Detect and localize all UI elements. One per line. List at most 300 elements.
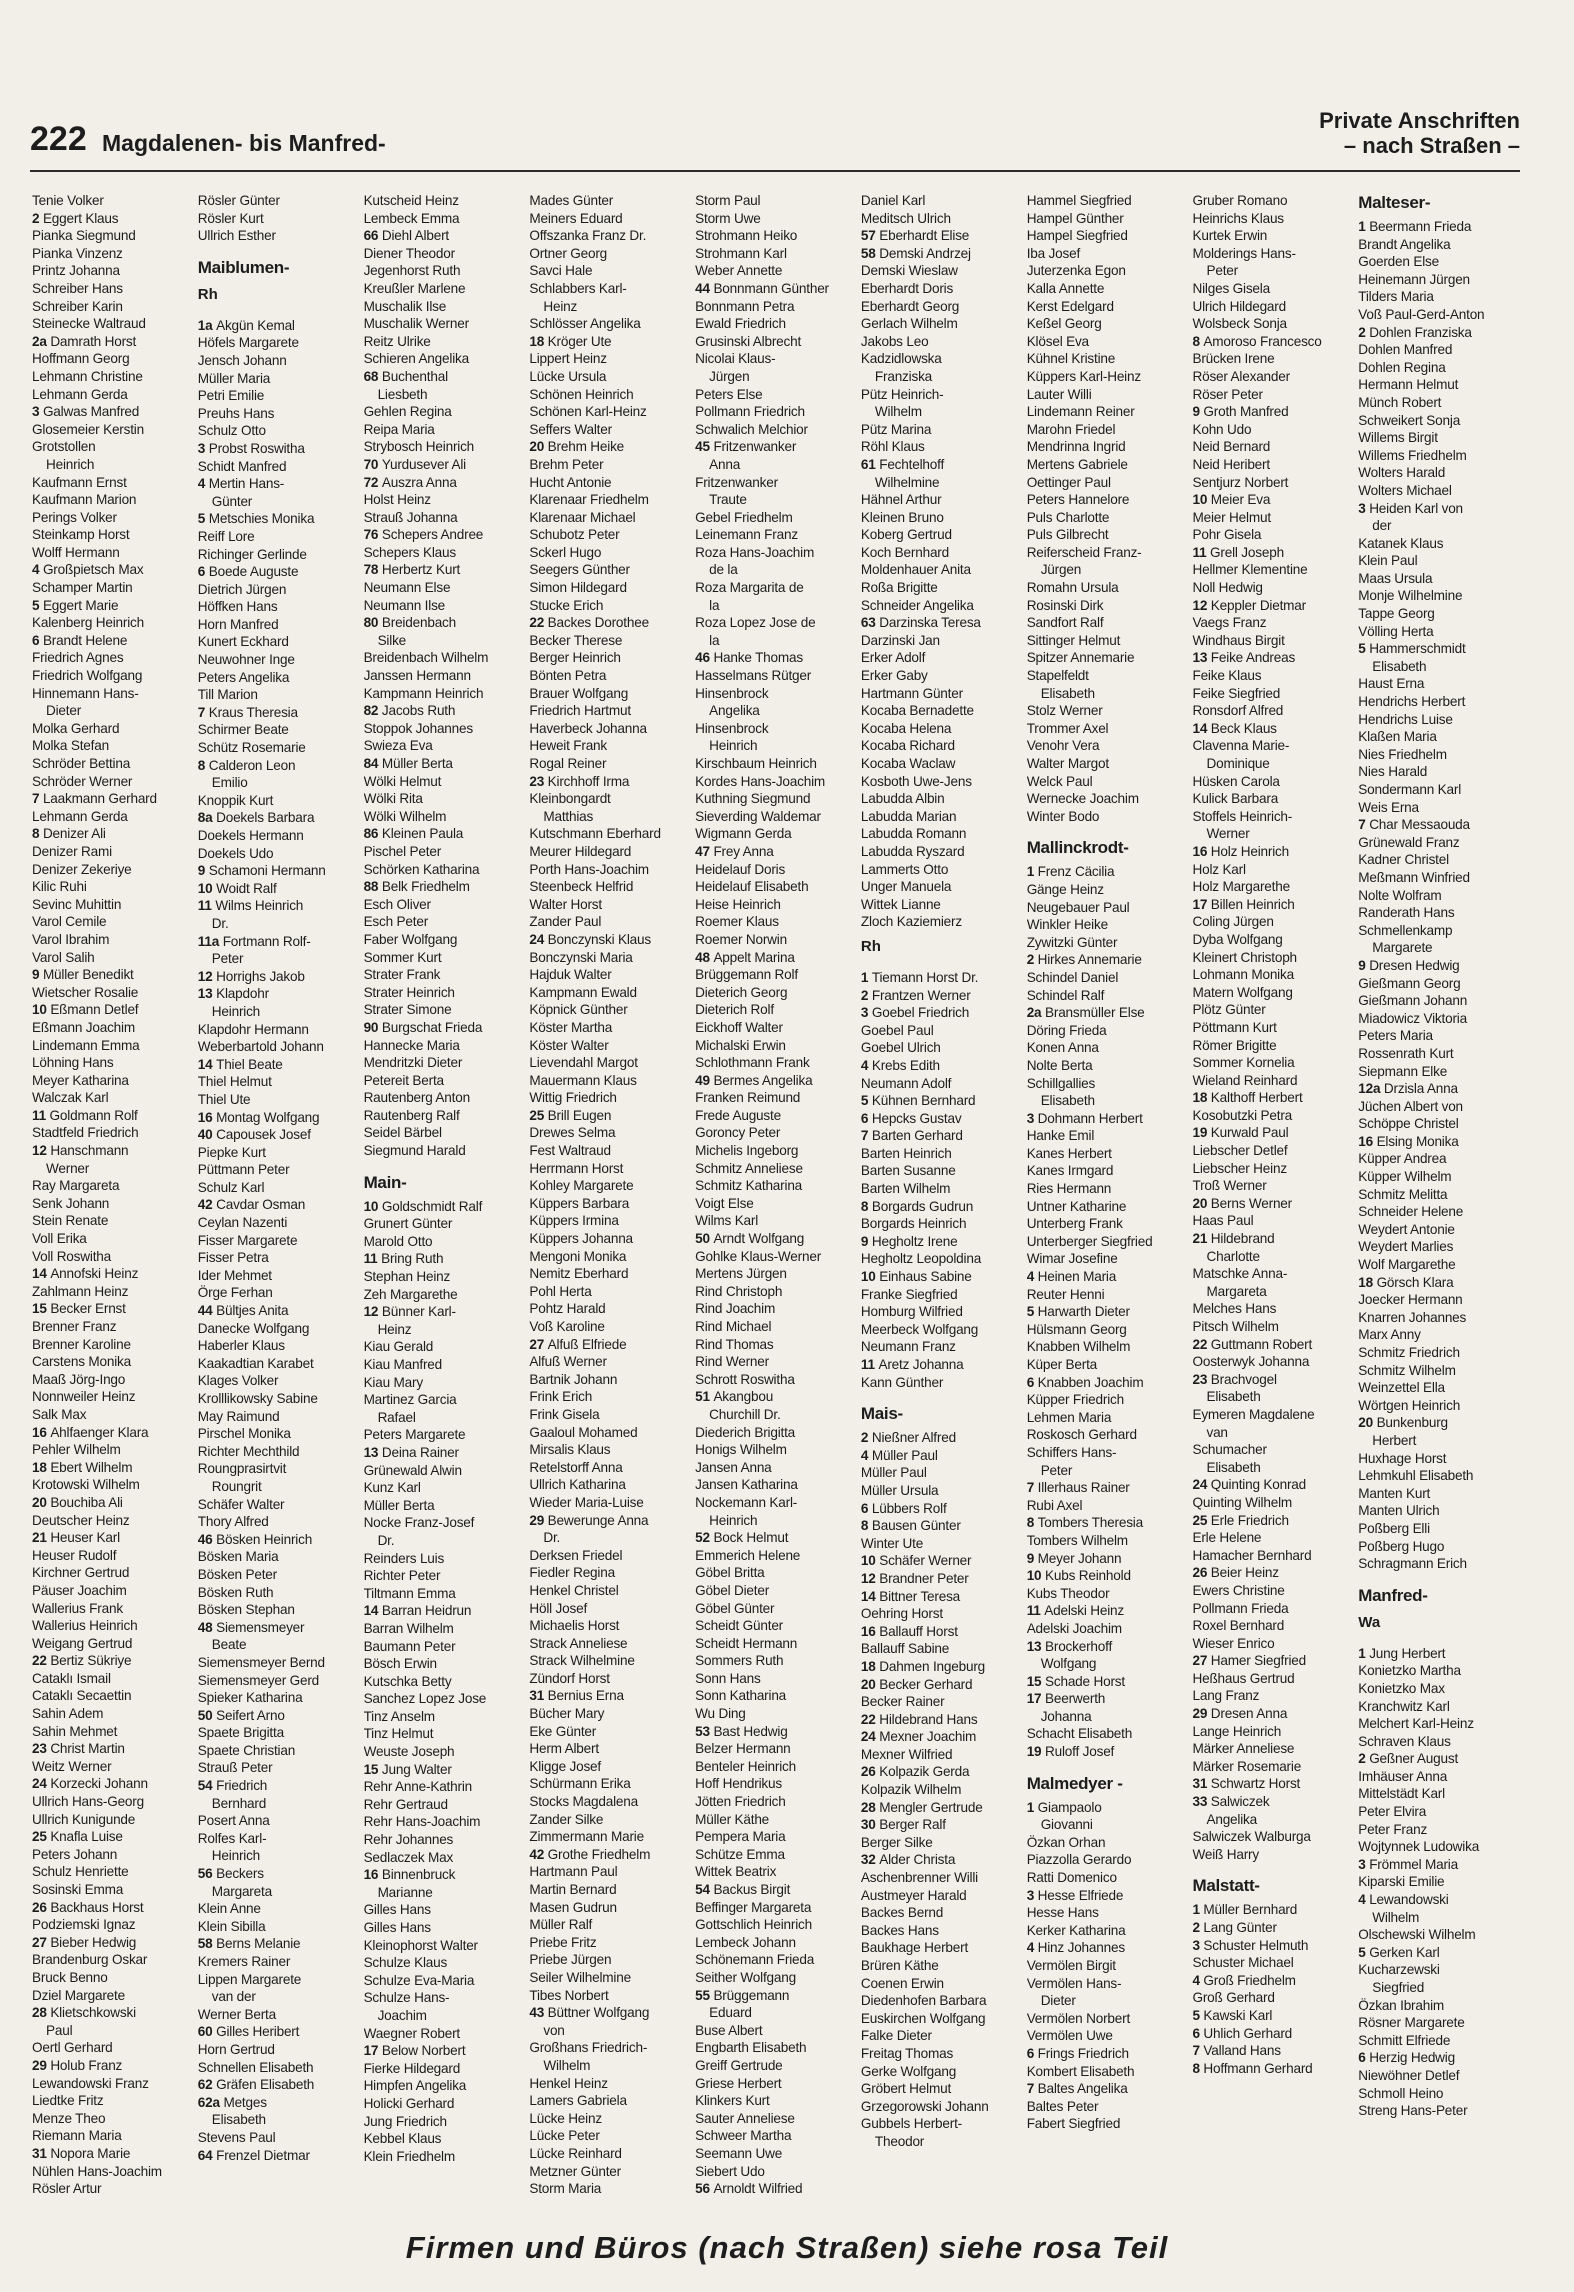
resident-entry: Steinecke Waltraud	[32, 316, 146, 332]
resident-entry: Simon Hildegard	[529, 580, 627, 596]
resident-entry: Hellmer Klementine	[1192, 562, 1308, 578]
resident-entry: Weinzettel Ella	[1358, 1380, 1445, 1396]
resident-entry: Mauermann Klaus	[529, 1072, 637, 1088]
resident-entry: 3 Heiden Karl von	[1358, 500, 1463, 516]
resident-entry: Monje Wilhelmine	[1358, 588, 1463, 604]
resident-entry: Reiferscheid Franz-	[1026, 544, 1142, 560]
resident-entry: Streng Hans-Peter	[1358, 2103, 1468, 2119]
resident-entry: Gruber Romano	[1192, 193, 1288, 208]
resident-entry: Weber Annette	[695, 263, 783, 279]
resident-entry: Poßberg Elli	[1358, 1520, 1430, 1536]
resident-entry: Carstens Monika	[32, 1354, 131, 1370]
resident-entry: Haverbeck Johanna	[529, 720, 647, 736]
resident-entry: Kosboth Uwe-Jens	[860, 773, 972, 789]
resident-entry: Steenbeck Helfrid	[529, 879, 634, 895]
resident-entry: Herm Albert	[529, 1741, 599, 1757]
resident-entry: Engbarth Elisabeth	[695, 2040, 807, 2056]
resident-entry: 46 Hanke Thomas	[695, 650, 803, 666]
resident-entry: Örge Ferhan	[197, 1285, 273, 1301]
resident-entry: Peters Angelika	[197, 669, 290, 685]
resident-entry: Schröder Bettina	[32, 756, 131, 771]
resident-entry: Troß Werner	[1192, 1178, 1267, 1194]
resident-entry: Grünewald Alwin	[363, 1462, 462, 1478]
resident-entry: Dieter	[46, 703, 82, 719]
resident-entry: Kebbel Klaus	[363, 2131, 442, 2147]
resident-entry: Lücke Reinhard	[529, 2145, 622, 2161]
resident-entry: Niewöhner Detlef	[1358, 2067, 1460, 2083]
resident-entry: van der	[211, 1989, 256, 2005]
resident-entry: Bonczynski Maria	[529, 949, 633, 965]
directory-column	[1192, 192, 1358, 2202]
resident-entry: Werner Berta	[197, 2006, 276, 2022]
resident-entry: Kirschbaum Heinrich	[695, 756, 817, 771]
resident-entry: 27 Bieber Hedwig	[32, 1934, 137, 1950]
resident-entry: Sonn Hans	[695, 1670, 761, 1686]
directory-column	[529, 192, 695, 2202]
resident-entry: Rubi Axel	[1026, 1497, 1083, 1513]
resident-entry: Diener Theodor	[363, 245, 455, 261]
resident-entry: Romahn Ursula	[1026, 580, 1119, 596]
resident-entry: 14 Barran Heidrun	[363, 1603, 472, 1619]
resident-entry: Weiß Harry	[1192, 1846, 1259, 1862]
resident-entry: 8 Amoroso Francesco	[1192, 333, 1322, 349]
resident-entry: 13 Deina Rainer	[363, 1444, 459, 1460]
page-number: 222	[30, 120, 87, 158]
resident-entry: Haberler Klaus	[197, 1338, 285, 1354]
resident-entry: Kucharzewski	[1358, 1962, 1440, 1978]
resident-entry: Schönen Heinrich	[529, 386, 634, 402]
resident-entry: Becker Rainer	[860, 1694, 945, 1710]
resident-entry: 76 Schepers Andree	[363, 527, 484, 543]
street-heading: Manfred-	[1358, 1585, 1428, 1605]
resident-entry: 11 Adelski Heinz	[1026, 1603, 1124, 1619]
resident-entry: Lohmann Monika	[1192, 967, 1294, 983]
resident-entry: Mertens Jürgen	[695, 1266, 787, 1282]
resident-entry: 29 Bewerunge Anna	[529, 1512, 649, 1528]
resident-entry: la	[709, 632, 720, 648]
resident-entry: Spaete Brigitta	[197, 1725, 284, 1741]
resident-entry: Siepmann Elke	[1358, 1063, 1448, 1079]
resident-entry: Marold Otto	[363, 1233, 433, 1249]
resident-entry: Sentjurz Norbert	[1192, 474, 1289, 490]
resident-entry: Zahlmann Heinz	[32, 1283, 129, 1299]
resident-entry: Jüchen Albert von	[1358, 1098, 1463, 1114]
resident-entry: Faber Wolfgang	[363, 931, 458, 947]
resident-entry: Hoff Hendrikus	[695, 1776, 782, 1792]
resident-entry: Darzinski Jan	[860, 632, 940, 648]
resident-entry: Bösch Erwin	[363, 1656, 437, 1672]
resident-entry: Schiffers Hans-	[1026, 1444, 1117, 1460]
resident-entry: Kadzidlowska	[860, 351, 942, 367]
resident-entry: 51 Akangbou	[695, 1389, 774, 1405]
resident-entry: 22 Hildebrand Hans	[860, 1711, 978, 1727]
resident-entry: Homburg Wilfried	[860, 1304, 963, 1320]
resident-entry: Peter	[1206, 263, 1238, 279]
resident-entry: Holst Heinz	[363, 492, 431, 508]
resident-entry: Rind Michael	[695, 1319, 772, 1334]
resident-entry: Clavenna Marie-	[1192, 738, 1290, 754]
resident-entry: Müller Ralf	[529, 1917, 593, 1933]
resident-entry: 33 Salwiczek	[1192, 1794, 1270, 1810]
resident-entry: Fierke Hildegard	[363, 2060, 461, 2076]
resident-entry: 8 Hoffmann Gerhard	[1192, 2060, 1313, 2076]
resident-entry: Derksen Friedel	[529, 1547, 623, 1563]
resident-entry: Dr.	[211, 915, 229, 931]
resident-entry: Backes Bernd	[860, 1905, 944, 1921]
resident-entry: Lippen Margarete	[197, 1971, 302, 1987]
resident-entry: Müller Maria	[197, 370, 271, 386]
resident-entry: 1 Giampaolo	[1026, 1799, 1102, 1815]
resident-entry: 2a Damrath Horst	[32, 333, 137, 349]
resident-entry: Römer Brigitte	[1192, 1037, 1277, 1053]
resident-entry: Backes Hans	[860, 1922, 939, 1938]
resident-entry: Willems Friedhelm	[1358, 447, 1467, 463]
resident-entry: Sieverding Waldemar	[695, 808, 821, 824]
resident-entry: Hampel Siegfried	[1026, 228, 1128, 244]
resident-entry: Printz Johanna	[32, 263, 120, 279]
resident-entry: Groß Gerhard	[1192, 1990, 1275, 2006]
resident-entry: Weis Erna	[1358, 799, 1419, 815]
resident-entry: Lange Heinrich	[1192, 1723, 1282, 1739]
resident-entry: Kleinen Bruno	[860, 509, 944, 525]
resident-entry: Klösel Eva	[1026, 333, 1089, 349]
resident-entry: Wieland Reinhard	[1192, 1072, 1298, 1088]
resident-entry: Märker Rosemarie	[1192, 1758, 1302, 1774]
resident-entry: Barten Susanne	[860, 1163, 956, 1179]
resident-entry: 10 Goldschmidt Ralf	[363, 1198, 483, 1214]
resident-entry: Schieren Angelika	[363, 351, 469, 367]
resident-entry: Eke Günter	[529, 1723, 597, 1739]
resident-entry: Märker Anneliese	[1192, 1741, 1295, 1757]
resident-entry: Schindel Daniel	[1026, 969, 1119, 985]
resident-entry: 11 Bring Ruth	[363, 1251, 444, 1267]
resident-entry: Mades Günter	[529, 193, 614, 208]
resident-entry: 9 Hegholtz Irene	[860, 1233, 958, 1249]
resident-entry: Döring Frieda	[1026, 1022, 1107, 1038]
resident-entry: 6 Uhlich Gerhard	[1192, 2025, 1293, 2041]
resident-entry: Zloch Kaziemierz	[860, 914, 962, 930]
resident-entry: Voll Roswitha	[32, 1248, 112, 1264]
resident-entry: Jürgen	[709, 368, 750, 384]
resident-entry: Lievendahl Margot	[529, 1055, 638, 1071]
resident-entry: Kutscheid Heinz	[363, 193, 459, 208]
resident-entry: 22 Guttmann Robert	[1192, 1336, 1313, 1352]
resident-entry: 7 Baltes Angelika	[1026, 2081, 1128, 2097]
resident-entry: Lücke Heinz	[529, 2110, 602, 2126]
resident-entry: Lehmen Maria	[1026, 1409, 1112, 1425]
resident-entry: Kiau Gerald	[363, 1339, 434, 1355]
resident-entry: Henkel Christel	[529, 1582, 619, 1598]
resident-entry: Jansen Anna	[695, 1459, 772, 1475]
resident-entry: 20 Becker Gerhard	[860, 1676, 973, 1692]
resident-entry: Pütz Heinrich-	[860, 386, 944, 402]
resident-entry: Heinemann Jürgen	[1358, 271, 1470, 287]
resident-entry: Schneider Helene	[1358, 1204, 1464, 1220]
resident-entry: Pohr Gisela	[1192, 527, 1262, 543]
resident-entry: Köster Martha	[529, 1019, 613, 1035]
resident-entry: Winkler Heike	[1026, 917, 1108, 933]
resident-entry: Hinsenbrock	[695, 685, 769, 701]
resident-entry: 29 Dresen Anna	[1192, 1706, 1288, 1722]
resident-entry: Rautenberg Anton	[363, 1090, 470, 1106]
resident-entry: 66 Diehl Albert	[363, 228, 449, 244]
resident-entry: Sittinger Helmut	[1026, 632, 1121, 648]
resident-entry: Kalla Annette	[1026, 280, 1105, 296]
resident-entry: 2 Hirkes Annemarie	[1026, 952, 1142, 968]
resident-entry: Hüsken Carola	[1192, 773, 1280, 789]
resident-entry: Koberg Gertrud	[860, 527, 952, 543]
resident-entry: 16 Elsing Monika	[1358, 1133, 1459, 1149]
resident-entry: Goroncy Peter	[695, 1125, 781, 1141]
resident-entry: Sonn Katharina	[695, 1688, 787, 1704]
resident-entry: Huxhage Horst	[1358, 1450, 1447, 1466]
resident-entry: Richter Peter	[363, 1568, 441, 1584]
resident-entry: Adelski Joachim	[1026, 1620, 1122, 1636]
resident-entry: Sedlaczek Max	[363, 1849, 454, 1865]
resident-entry: Ries Hermann	[1026, 1181, 1112, 1197]
resident-entry: Theodor	[874, 2133, 925, 2149]
resident-entry: Heinrich	[46, 456, 95, 472]
resident-entry: Tenie Volker	[32, 193, 104, 208]
resident-entry: Dieter	[1040, 1993, 1076, 2009]
resident-entry: Strohmann Karl	[695, 245, 787, 261]
resident-entry: Feike Siegfried	[1192, 685, 1281, 701]
resident-entry: 72 Auszra Anna	[363, 474, 457, 490]
resident-entry: Pirschel Monika	[197, 1426, 291, 1442]
resident-entry: Ullrich Kunigunde	[32, 1811, 136, 1827]
resident-entry: 2 Lang Günter	[1192, 1920, 1277, 1935]
directory-column	[32, 192, 198, 2202]
resident-entry: Sommer Kurt	[363, 949, 442, 965]
resident-entry: Strater Simone	[363, 1002, 452, 1018]
resident-entry: Wörtgen Heinrich	[1358, 1397, 1461, 1413]
resident-entry: Marx Anny	[1358, 1327, 1421, 1343]
resident-entry: 2 Frantzen Werner	[860, 987, 971, 1003]
resident-entry: Kerst Edelgard	[1026, 298, 1114, 314]
resident-entry: Jakobs Leo	[860, 333, 929, 349]
resident-entry: Küppers Johanna	[529, 1231, 633, 1247]
resident-entry: Lindemann Emma	[32, 1037, 140, 1053]
resident-entry: Schütz Rosemarie	[197, 740, 306, 756]
resident-entry: Daniel Karl	[860, 193, 926, 208]
resident-entry: 3 Hesse Elfriede	[1026, 1887, 1124, 1903]
resident-entry: Nockemann Karl-	[695, 1494, 798, 1510]
resident-entry: Erker Adolf	[860, 650, 926, 666]
resident-entry: Konen Anna	[1026, 1040, 1099, 1056]
resident-entry: Kiau Manfred	[363, 1357, 443, 1372]
resident-entry: Welck Paul	[1026, 773, 1093, 789]
resident-entry: 1 Frenz Cäcilia	[1026, 864, 1115, 880]
resident-entry: Maaß Jörg-Ingo	[32, 1371, 126, 1387]
resident-entry: Meiners Eduard	[529, 210, 623, 226]
resident-entry: Coenen Erwin	[860, 1975, 944, 1991]
resident-entry: Hanke Emil	[1026, 1128, 1095, 1144]
resident-entry: Bösken Ruth	[197, 1584, 274, 1600]
resident-entry: Falke Dieter	[860, 2028, 932, 2044]
resident-entry: 5 Kawski Karl	[1192, 2007, 1273, 2023]
resident-entry: Haust Erna	[1358, 676, 1425, 692]
resident-entry: Scheidt Hermann	[695, 1635, 798, 1651]
resident-entry: Tombers Wilhelm	[1026, 1532, 1128, 1548]
resident-entry: Ullrich Katharina	[529, 1477, 626, 1493]
resident-entry: Holz Karl	[1192, 861, 1246, 877]
resident-entry: Brehm Peter	[529, 456, 604, 472]
resident-entry: Kreußler Marlene	[363, 280, 466, 296]
resident-entry: Eberhardt Georg	[860, 298, 960, 314]
resident-entry: Emmerich Helene	[695, 1547, 801, 1563]
resident-entry: Cataklı Secaettin	[32, 1688, 132, 1704]
resident-entry: 8 Denizer Ali	[32, 826, 106, 842]
resident-entry: 43 Büttner Wolfgang	[529, 2005, 650, 2021]
resident-entry: Diedenhofen Barbara	[860, 1993, 987, 2009]
resident-entry: Goebel Paul	[860, 1022, 934, 1038]
resident-entry: 20 Berns Werner	[1192, 1195, 1292, 1211]
resident-entry: Gohlke Klaus-Werner	[695, 1248, 822, 1264]
resident-entry: Kampmann Ewald	[529, 984, 637, 1000]
resident-entry: Michalski Erwin	[695, 1037, 786, 1053]
resident-entry: Sauter Anneliese	[695, 2110, 795, 2126]
resident-entry: Alfuß Werner	[529, 1354, 607, 1370]
resident-entry: Völling Herta	[1358, 623, 1434, 639]
resident-entry: Roungprasirtvit	[197, 1461, 287, 1477]
resident-entry: Reuter Henni	[1026, 1286, 1105, 1302]
resident-entry: Zündorf Horst	[529, 1670, 610, 1686]
resident-entry: Hegholtz Leopoldina	[860, 1251, 982, 1267]
resident-entry: Ortner Georg	[529, 245, 608, 261]
resident-entry: 9 Müller Benedikt	[32, 967, 134, 983]
resident-entry: 12a Drzisla Anna	[1358, 1081, 1458, 1097]
resident-entry: Göbel Britta	[695, 1565, 765, 1581]
resident-entry: Schumacher	[1192, 1442, 1267, 1458]
resident-entry: Kuthning Siegmund	[695, 791, 811, 807]
resident-entry: Roza Hans-Joachim	[695, 544, 815, 560]
resident-entry: 10 Schäfer Werner	[860, 1553, 972, 1569]
resident-entry: 4 Groß Friedhelm	[1192, 1972, 1296, 1988]
resident-entry: Elisabeth	[1206, 1459, 1261, 1475]
resident-entry: Gilles Hans	[363, 1902, 431, 1918]
resident-entry: Nolte Wolfram	[1358, 887, 1442, 903]
resident-entry: Voß Paul-Gerd-Anton	[1358, 306, 1485, 322]
resident-entry: Neid Heribert	[1192, 456, 1270, 472]
directory-column	[1358, 192, 1524, 2202]
resident-entry: 54 Friedrich	[197, 1778, 268, 1794]
resident-entry: Strauß Peter	[197, 1760, 273, 1776]
resident-entry: Molka Stefan	[32, 738, 109, 754]
resident-entry: Kohley Margarete	[529, 1178, 634, 1194]
resident-entry: Mexner Wilfried	[860, 1746, 953, 1762]
resident-entry: Vermölen Norbert	[1026, 2010, 1131, 2026]
resident-entry: Zander Paul	[529, 914, 602, 930]
resident-entry: 86 Kleinen Paula	[363, 826, 464, 842]
resident-entry: Hajduk Walter	[529, 967, 612, 983]
street-heading: Malmedyer -	[1026, 1773, 1123, 1793]
resident-entry: Heidelauf Elisabeth	[695, 879, 809, 895]
resident-entry: Hammel Siegfried	[1026, 193, 1132, 208]
resident-entry: Elisabeth	[1040, 685, 1095, 701]
resident-entry: Sosinski Emma	[32, 1882, 124, 1897]
resident-entry: Wolff Hermann	[32, 544, 120, 560]
resident-entry: 5 Harwarth Dieter	[1026, 1304, 1130, 1320]
resident-entry: Kaakadtian Karabet	[197, 1355, 314, 1371]
resident-entry: Zander Silke	[529, 1811, 604, 1827]
resident-entry: Neumann Adolf	[860, 1075, 952, 1091]
resident-entry: Sondermann Karl	[1358, 782, 1462, 797]
resident-entry: 11 Grell Joseph	[1192, 544, 1284, 560]
resident-entry: 26 Kolpazik Gerda	[860, 1764, 970, 1780]
resident-entry: Stein Renate	[32, 1213, 109, 1229]
resident-entry: Weitz Werner	[32, 1758, 112, 1774]
resident-entry: 5 Gerken Karl	[1358, 1944, 1440, 1960]
resident-entry: Pitsch Wilhelm	[1192, 1319, 1279, 1334]
resident-entry: Griese Herbert	[695, 2075, 782, 2091]
resident-entry: Pischel Peter	[363, 843, 442, 859]
resident-entry: Tiltmann Emma	[363, 1585, 456, 1601]
resident-entry: Peters Johann	[32, 1846, 118, 1862]
resident-entry: Friedrich Wolfgang	[32, 668, 143, 684]
resident-entry: Rösner Margarete	[1358, 2015, 1465, 2031]
resident-entry: Fiedler Regina	[529, 1565, 615, 1581]
resident-entry: Masen Gudrun	[529, 1899, 617, 1915]
resident-entry: 6 Hepcks Gustav	[860, 1110, 962, 1126]
resident-entry: Fest Waltraud	[529, 1143, 611, 1159]
resident-entry: Moldenhauer Anita	[860, 562, 971, 578]
resident-entry: Melches Hans	[1192, 1301, 1277, 1317]
resident-entry: 63 Darzinska Teresa	[860, 615, 981, 631]
resident-entry: Höfels Margarete	[197, 335, 299, 351]
resident-entry: 13 Feike Andreas	[1192, 650, 1296, 666]
resident-entry: Wölki Rita	[363, 791, 423, 807]
resident-entry: Sandfort Ralf	[1026, 615, 1104, 631]
resident-entry: Jensch Johann	[197, 352, 287, 368]
resident-entry: Stadtfeld Friedrich	[32, 1125, 139, 1141]
resident-entry: Klein Anne	[197, 1901, 261, 1917]
resident-entry: Fritzenwanker	[695, 474, 778, 490]
resident-entry: Hähnel Arthur	[860, 492, 942, 508]
resident-entry: Hülsmann Georg	[1026, 1321, 1127, 1337]
resident-entry: Grzegorowski Johann	[860, 2098, 989, 2114]
resident-entry: Imhäuser Anna	[1358, 1768, 1448, 1784]
resident-entry: 3 Schuster Helmuth	[1192, 1937, 1309, 1953]
resident-entry: Özkan Ibrahim	[1358, 1997, 1445, 2013]
resident-entry: 3 Goebel Friedrich	[860, 1005, 970, 1021]
resident-entry: Peter Elvira	[1358, 1804, 1427, 1820]
resident-entry: Walter Horst	[529, 896, 602, 912]
resident-entry: Küppers Barbara	[529, 1195, 630, 1211]
resident-entry: Rosinski Dirk	[1026, 597, 1104, 613]
resident-entry: Holicki Gerhard	[363, 2095, 455, 2111]
resident-entry: Pehler Wilhelm	[32, 1442, 121, 1458]
resident-entry: Küpper Wilhelm	[1358, 1169, 1452, 1185]
resident-entry: Kadner Christel	[1358, 852, 1449, 868]
resident-entry: 3 Galwas Manfred	[32, 404, 140, 420]
resident-entry: Höll Josef	[529, 1600, 588, 1616]
resident-entry: 2a Bransmüller Else	[1026, 1005, 1145, 1021]
resident-entry: Kaufmann Marion	[32, 492, 137, 508]
resident-entry: 10 Einhaus Sabine	[860, 1269, 972, 1285]
resident-entry: Podziemski Ignaz	[32, 1917, 136, 1933]
resident-entry: Lippert Heinz	[529, 351, 607, 367]
resident-entry: Erle Helene	[1192, 1530, 1262, 1546]
resident-entry: Päuser Joachim	[32, 1582, 127, 1598]
resident-entry: Wölki Wilhelm	[363, 808, 447, 824]
resident-entry: 6 Frings Friedrich	[1026, 2045, 1129, 2061]
resident-entry: Schweikert Sonja	[1358, 412, 1461, 428]
resident-entry: 18 Görsch Klara	[1358, 1274, 1454, 1290]
resident-entry: Klarenaar Friedhelm	[529, 492, 649, 508]
resident-entry: Honigs Wilhelm	[695, 1442, 787, 1458]
resident-entry: Liedtke Fritz	[32, 2093, 104, 2109]
resident-entry: Kleinbongardt	[529, 791, 611, 807]
